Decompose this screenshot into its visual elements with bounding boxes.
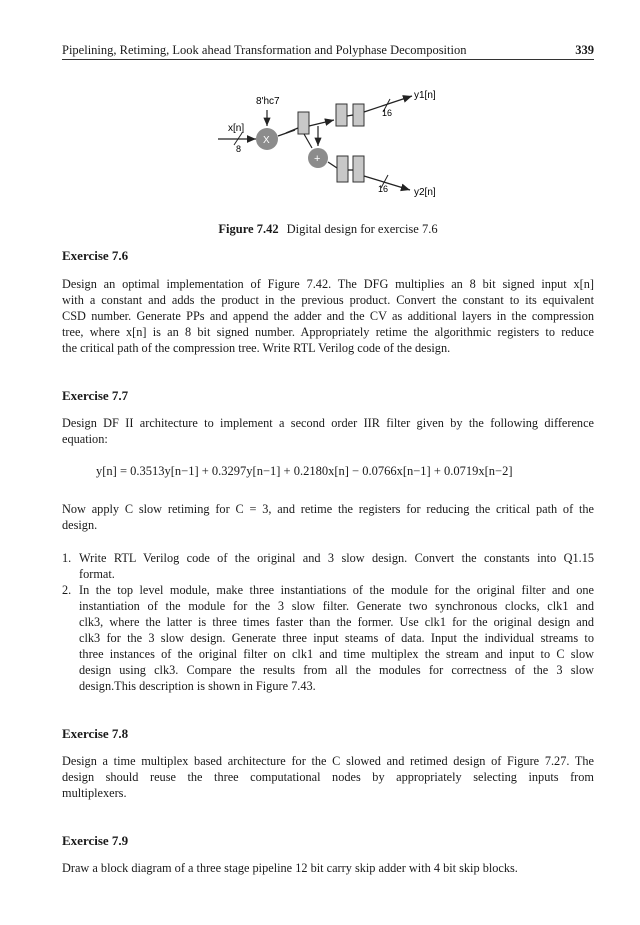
output1-label: y1[n]: [414, 90, 436, 101]
text-line: Design a time multiplex based architecture for the C slowed and retimed design of Figure 7.27. The: [62, 754, 594, 768]
feedback-wire: [304, 134, 312, 148]
adder-symbol: +: [314, 153, 321, 165]
difference-equation: y[n] = 0.3513y[n−1] + 0.3297y[n−1] + 0.2180x[n] − 0.0766x[n−1] + 0.0719x[n−2]: [96, 464, 513, 478]
input-width-label: 8: [236, 144, 242, 154]
text-line: design.This description is shown in Figure 7.43.: [79, 679, 316, 693]
text-line: format.: [79, 567, 115, 581]
input-label: x[n]: [228, 123, 245, 134]
output1-width-label: 16: [382, 108, 393, 118]
exercise-7-6-body: [62, 276, 594, 356]
exercise-7-9-body: [62, 860, 594, 876]
text-line: design.: [62, 518, 98, 532]
register-upper-c: [353, 104, 364, 126]
constant-label: 8'hc7: [256, 96, 280, 107]
text-line: tree, where x[n] is an 8 bit signed number. Appropriately retime the algorithmic registers to reduce: [62, 325, 594, 339]
multiplier-symbol: X: [263, 135, 270, 146]
text-line: In the top level module, make three instantiations of the module for the original filter and one: [79, 583, 594, 597]
register-lower-b: [353, 156, 364, 182]
register-upper-b: [336, 104, 347, 126]
exercise-7-7-task-list: [62, 550, 594, 694]
page-number: 339: [575, 43, 594, 57]
text-line: instantiation of the module for the 3 slow filter. Generate two synchronous clocks, clk1 and: [79, 599, 594, 613]
exercise-7-7-title: Exercise 7.7: [62, 388, 129, 403]
caption-text: Digital design for exercise 7.6: [286, 222, 438, 236]
text-line: design should reuse the three computational nodes by appropriately selecting inputs from: [62, 770, 594, 784]
exercise-7-8-body: [62, 753, 594, 801]
list-number: 1.: [62, 551, 72, 565]
figure-caption: [62, 222, 594, 237]
text-line: design using clk3. Compare the results from all the modules for correctness of the 3 slow: [79, 663, 594, 677]
wire-upper-3: [347, 115, 353, 116]
text-line: Design an optimal implementation of Figure 7.42. The DFG multiplies an 8 bit signed input x[n]: [62, 277, 594, 291]
text-line: CSD number. Generate PPs and append the adder and the CV as additional layers in the compression: [62, 309, 594, 323]
wire-upper-2: [309, 120, 334, 126]
exercise-7-9-title: Exercise 7.9: [62, 833, 129, 848]
figure-7-42-diagram: [200, 86, 460, 206]
text-line: Now apply C slow retiming for C = 3, and retime the registers for reducing the critical path of the: [62, 502, 594, 516]
text-line: the critical path of the compression tree. Write RTL Verilog code of the design.: [62, 341, 451, 355]
list-number: 2.: [62, 583, 72, 597]
running-header: [62, 42, 594, 60]
text-line: Design DF II architecture to implement a second order IIR filter given by the following difference: [62, 416, 594, 430]
text-line: clk3, where the latter is three times faster than the former. Use clk1 for the original design and: [79, 615, 594, 629]
text-line: equation:: [62, 432, 108, 446]
exercise-7-6-title: Exercise 7.6: [62, 248, 129, 263]
text-line: Draw a block diagram of a three stage pipeline 12 bit carry skip adder with 4 bit skip blocks.: [62, 861, 518, 875]
text-line: three instances of the original filter on clk1 and time multiplex the stream and input to C slow: [79, 647, 594, 661]
list-item: [62, 550, 594, 582]
caption-number: Figure 7.42: [218, 222, 279, 236]
exercise-7-8-title: Exercise 7.8: [62, 726, 129, 741]
exercise-7-7-intro: [62, 415, 594, 447]
wire-upper-1: [286, 128, 298, 133]
text-line: clk3 for the 3 slow design. Generate three input steams of data. Input the individual streams to: [79, 631, 594, 645]
text-line: multiplexers.: [62, 786, 127, 800]
text-line: Write RTL Verilog code of the original and 3 slow design. Convert the constants into Q1.15: [79, 551, 594, 565]
adder-out-wire: [328, 162, 337, 168]
list-item: [62, 582, 594, 694]
exercise-7-7-after: [62, 501, 594, 533]
output2-label: y2[n]: [414, 187, 436, 198]
register-upper-a: [298, 112, 309, 134]
text-line: with a constant and adds the product in the previous product. Convert the constant to its equivalent: [62, 293, 594, 307]
register-lower-a: [337, 156, 348, 182]
running-title: Pipelining, Retiming, Look ahead Transformation and Polyphase Decomposition: [62, 43, 467, 57]
output2-width-label: 16: [378, 184, 389, 194]
